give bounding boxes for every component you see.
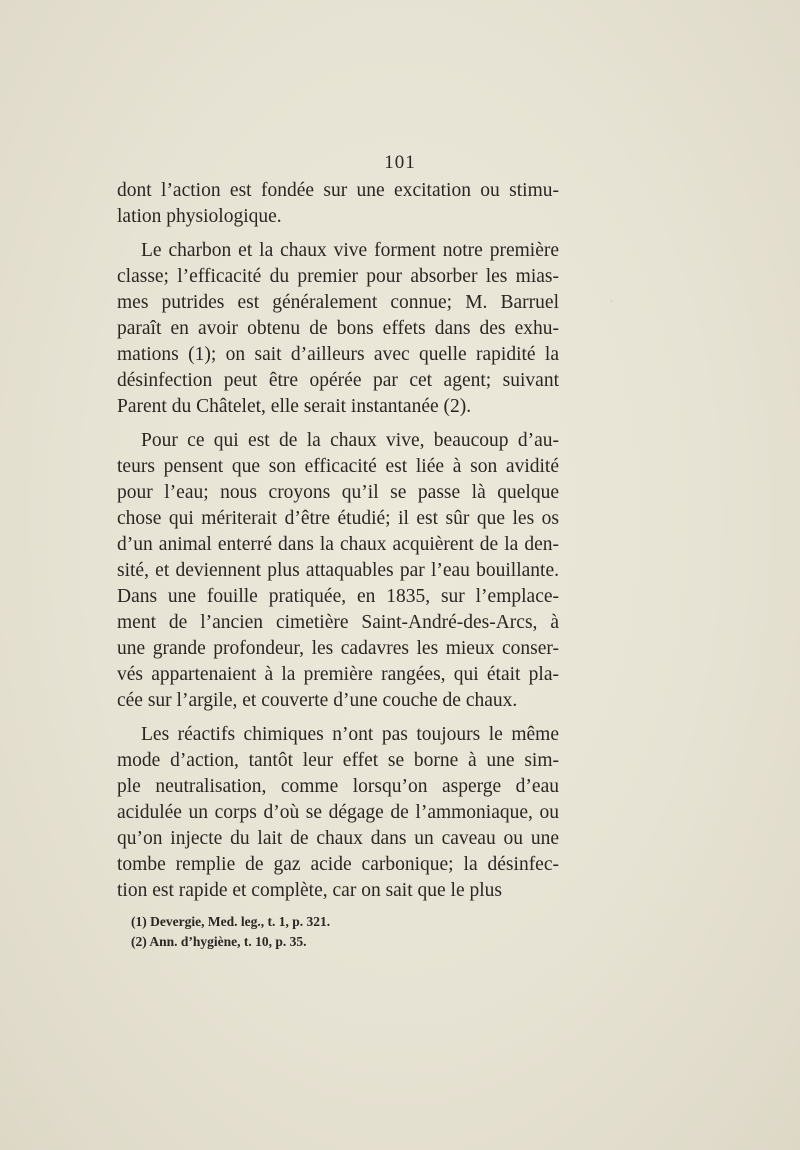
text-line: cée sur l’argile, et couverte d’une couche de chaux.: [117, 690, 518, 711]
text-line: tombe remplie de gaz acide carbonique; la désinfec-: [117, 854, 559, 875]
text-line: acidulée un corps d’où se dégage de l’ammoniaque, ou: [117, 802, 559, 823]
text-line: teurs pensent que son efficacité est liée à son avidité: [117, 456, 559, 477]
text-line: Parent du Châtelet, elle serait instantanée (2).: [117, 396, 472, 417]
text-line: ple neutralisation, comme lorsqu’on asperge d’eau: [117, 776, 559, 797]
text-line: d’un animal enterré dans la chaux acquièrent de la den-: [117, 534, 559, 555]
paragraph: [117, 238, 559, 420]
paragraph: [117, 428, 559, 714]
paragraph: [117, 178, 559, 230]
paragraph-gap: [117, 714, 559, 722]
text-line: Le charbon et la chaux vive forment notre première: [141, 240, 559, 261]
text-line: dont l’action est fondée sur une excitation ou stimu-: [117, 180, 559, 201]
text-line: lation physiologique.: [117, 206, 282, 227]
text-line: Les réactifs chimiques n’ont pas toujours le même: [141, 724, 559, 745]
text-line: mode d’action, tantôt leur effet se borne à une sim-: [117, 750, 559, 771]
paragraph-gap: [117, 420, 559, 428]
text-line: qu’on injecte du lait de chaux dans un caveau ou une: [117, 828, 559, 849]
text-line: Pour ce qui est de la chaux vive, beaucoup d’au-: [141, 430, 559, 451]
page-number: 101: [384, 152, 416, 173]
footnote: (2) Ann. d’hygiène, t. 10, p. 35.: [131, 934, 307, 949]
body-text: [117, 178, 559, 904]
paragraph: [117, 722, 559, 904]
footnote: (1) Devergie, Med. leg., t. 1, p. 321.: [131, 914, 331, 929]
text-line: une grande profondeur, les cadavres les mieux conser-: [117, 638, 559, 659]
text-line: paraît en avoir obtenu de bons effets dans des exhu-: [117, 318, 559, 339]
text-line: classe; l’efficacité du premier pour absorber les mias-: [117, 266, 559, 287]
text-line: sité, et deviennent plus attaquables par l’eau bouillante.: [117, 560, 559, 581]
text-line: pour l’eau; nous croyons qu’il se passe là quelque: [117, 482, 559, 503]
paper-spot: [610, 300, 613, 303]
text-line: chose qui mériterait d’être étudié; il est sûr que les os: [117, 508, 559, 529]
text-line: désinfection peut être opérée par cet agent; suivant: [117, 370, 559, 391]
text-line: Dans une fouille pratiquée, en 1835, sur l’emplace-: [117, 586, 559, 607]
text-line: vés appartenaient à la première rangées, qui était pla-: [117, 664, 559, 685]
text-line: tion est rapide et complète, car on sait que le plus: [117, 880, 503, 901]
text-line: mations (1); on sait d’ailleurs avec quelle rapidité la: [117, 344, 559, 365]
text-line: ment de l’ancien cimetière Saint-André-des-Arcs, à: [117, 612, 559, 633]
footnotes: [131, 912, 571, 952]
paragraph-gap: [117, 230, 559, 238]
text-line: mes putrides est généralement connue; M. Barruel: [117, 292, 559, 313]
